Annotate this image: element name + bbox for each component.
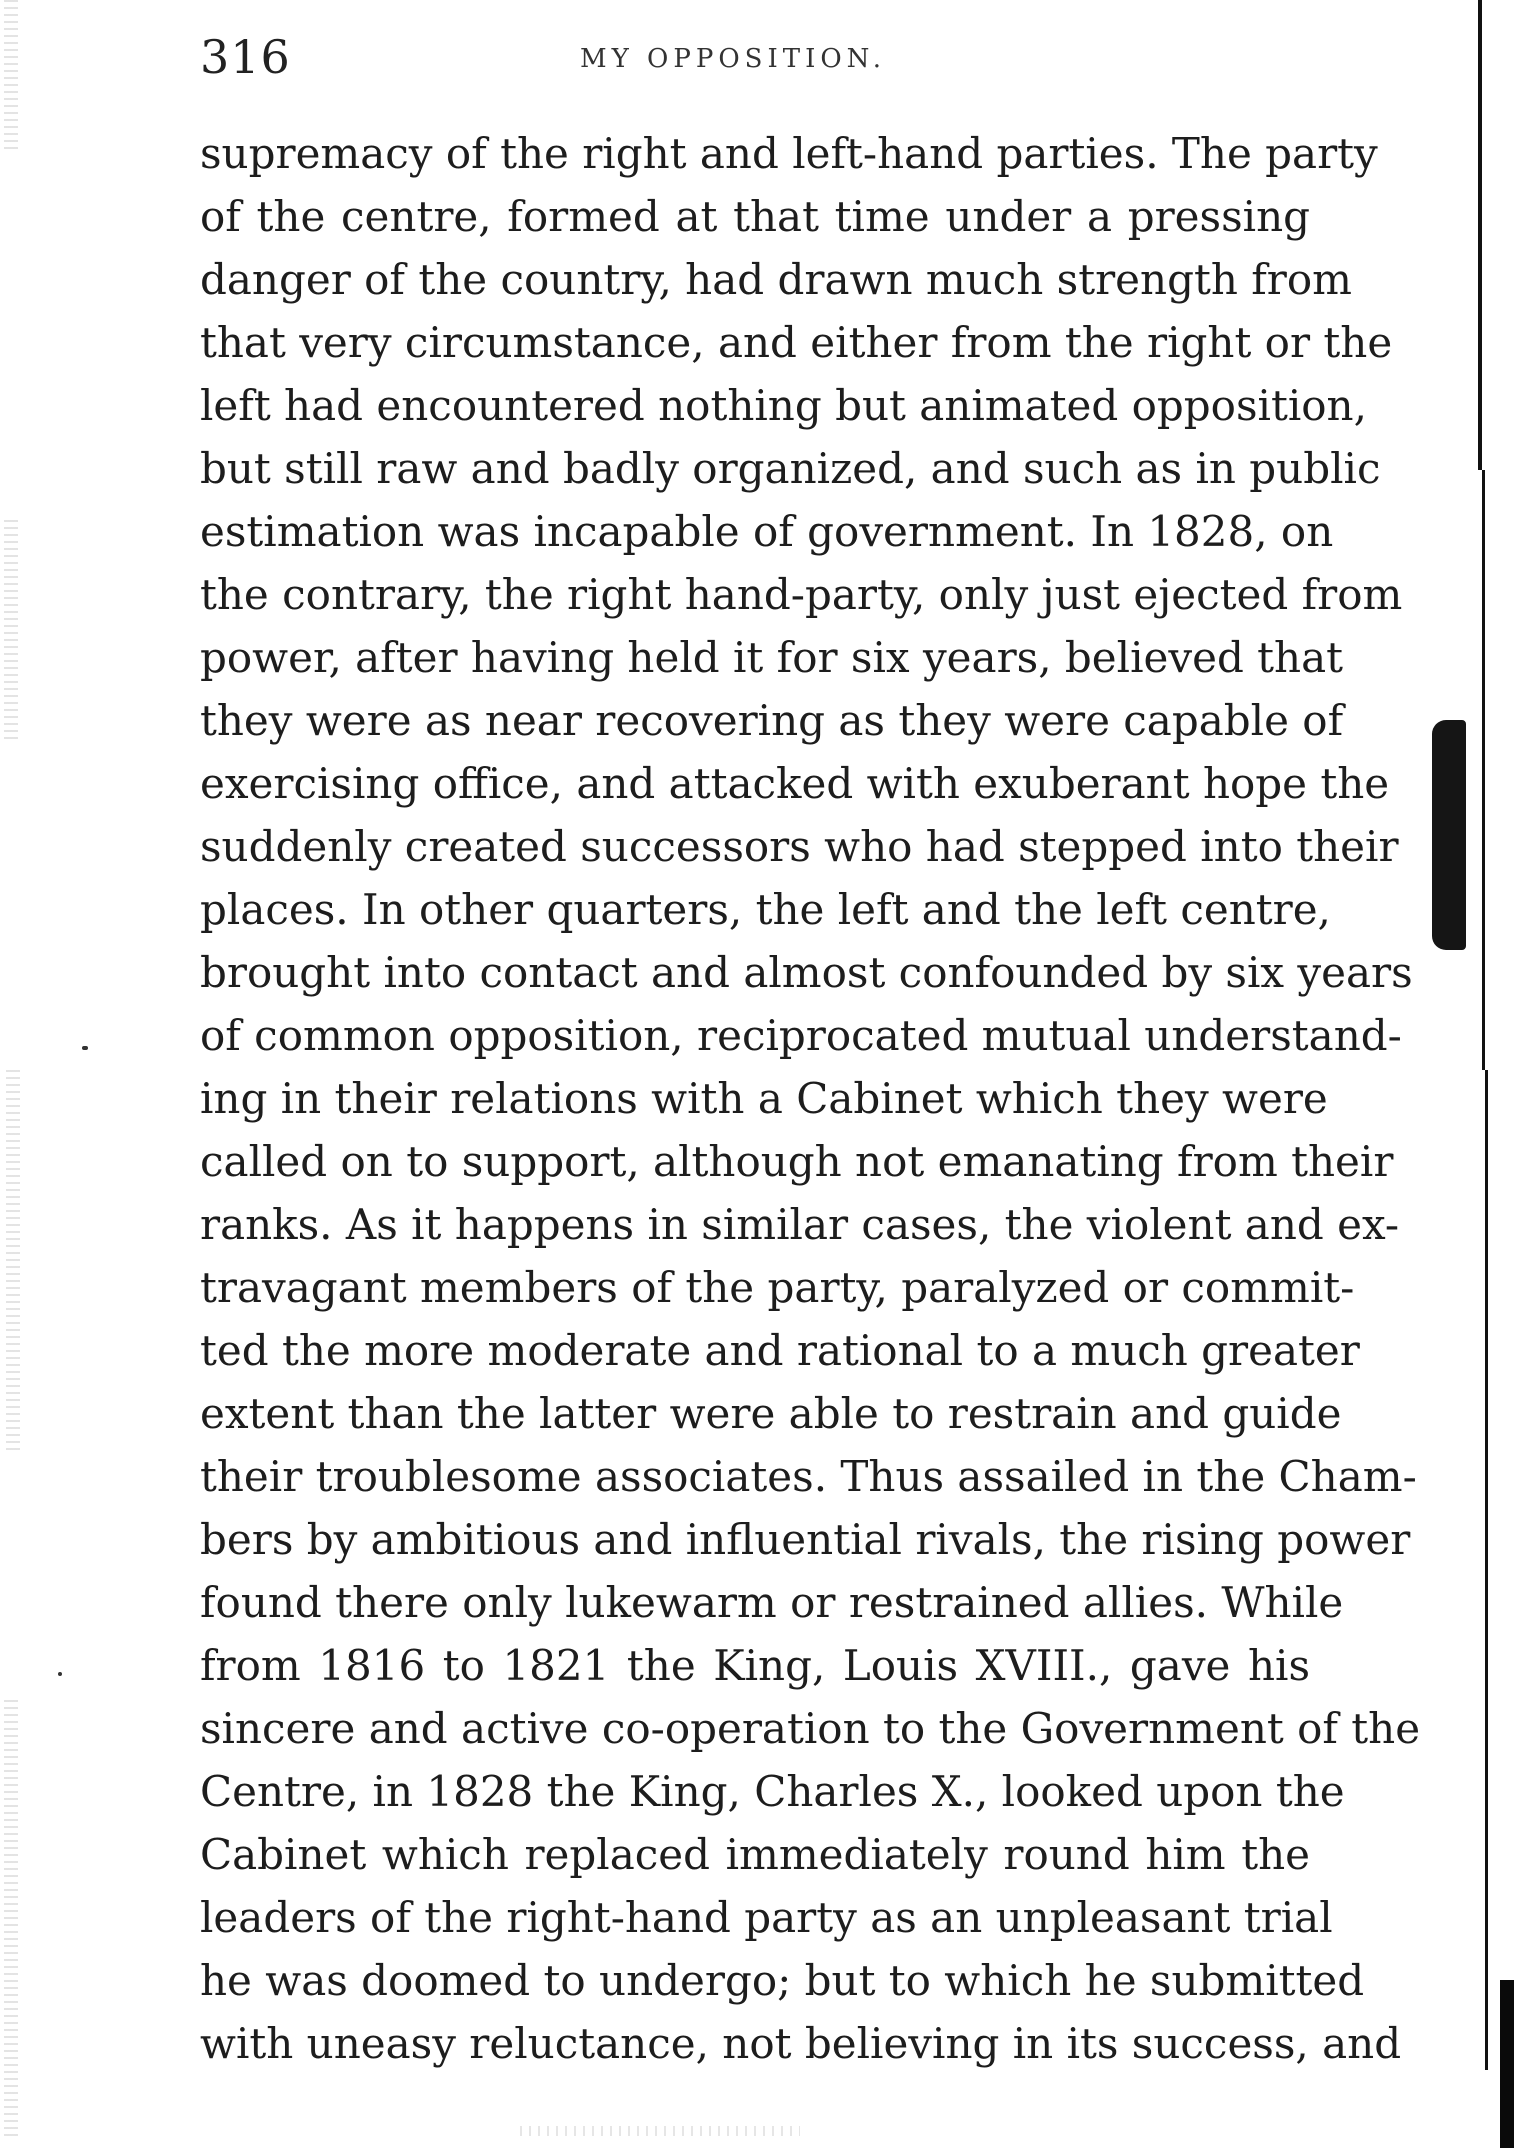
text-line: suddenly created successors who had stepped into their <box>200 822 1399 871</box>
scan-edge-speckle-left <box>4 520 18 740</box>
text-line: extent than the latter were able to restrain and guide <box>200 1389 1342 1438</box>
text-line: sincere and active co-operation to the Government of the <box>200 1704 1421 1753</box>
text-line: ranks. As it happens in similar cases, the violent and ex- <box>200 1200 1400 1249</box>
text-line: travagant members of the party, paralyzed or commit- <box>200 1263 1355 1312</box>
text-line: he was doomed to undergo; but to which he submitted <box>200 1956 1365 2005</box>
text-line: ing in their relations with a Cabinet which they were <box>200 1074 1328 1123</box>
text-line: from 1816 to 1821 the King, Louis XVIII., gave his <box>200 1641 1310 1690</box>
text-line: bers by ambitious and influential rivals, the rising power <box>200 1515 1411 1564</box>
text-line: their troublesome associates. Thus assailed in the Cham- <box>200 1452 1417 1501</box>
text-line: power, after having held it for six years, believed that <box>200 633 1344 682</box>
binding-edge-line <box>1485 1070 1488 2070</box>
scan-edge-speckle-left <box>4 1700 18 2140</box>
text-line: but still raw and badly organized, and such as in public <box>200 444 1381 493</box>
scan-mark <box>82 1046 88 1050</box>
text-line: leaders of the right-hand party as an unpleasant trial <box>200 1893 1333 1942</box>
text-line: called on to support, although not emanating from their <box>200 1137 1394 1186</box>
text-line: of the centre, formed at that time under a pressing <box>200 192 1310 241</box>
running-head: MY OPPOSITION. <box>580 44 887 74</box>
text-line: ted the more moderate and rational to a much greater <box>200 1326 1360 1375</box>
text-line: exercising office, and attacked with exuberant hope the <box>200 759 1390 808</box>
binding-edge-line <box>1478 0 1482 470</box>
scan-edge-speckle-left <box>6 1070 20 1450</box>
text-line: supremacy of the right and left-hand parties. The party <box>200 129 1378 178</box>
text-line: estimation was incapable of government. In 1828, on <box>200 507 1334 556</box>
text-line: the contrary, the right hand-party, only just ejected from <box>200 570 1403 619</box>
scan-edge-speckle-bottom <box>520 2126 800 2136</box>
text-line: Cabinet which replaced immediately round him the <box>200 1830 1310 1879</box>
text-line: brought into contact and almost confounded by six years <box>200 948 1413 997</box>
text-line: found there only lukewarm or restrained allies. While <box>200 1578 1344 1627</box>
scan-mark <box>58 1672 62 1676</box>
page-number: 316 <box>200 30 291 84</box>
text-line: Centre, in 1828 the King, Charles X., looked upon the <box>200 1767 1345 1816</box>
binding-edge-shadow <box>1500 1980 1514 2148</box>
body-text <box>200 122 1421 2075</box>
text-line: of common opposition, reciprocated mutual understand- <box>200 1011 1402 1060</box>
text-line: they were as near recovering as they were capable of <box>200 696 1344 745</box>
text-line: that very circumstance, and either from the right or the <box>200 318 1393 367</box>
binding-edge-shadow <box>1432 720 1466 950</box>
binding-edge-line <box>1482 470 1485 1070</box>
text-line: with uneasy reluctance, not believing in its success, and <box>200 2019 1402 2068</box>
text-line: danger of the country, had drawn much strength from <box>200 255 1352 304</box>
text-line: places. In other quarters, the left and the left centre, <box>200 885 1331 934</box>
scan-edge-speckle-left <box>4 0 18 150</box>
text-line: left had encountered nothing but animated opposition, <box>200 381 1367 430</box>
